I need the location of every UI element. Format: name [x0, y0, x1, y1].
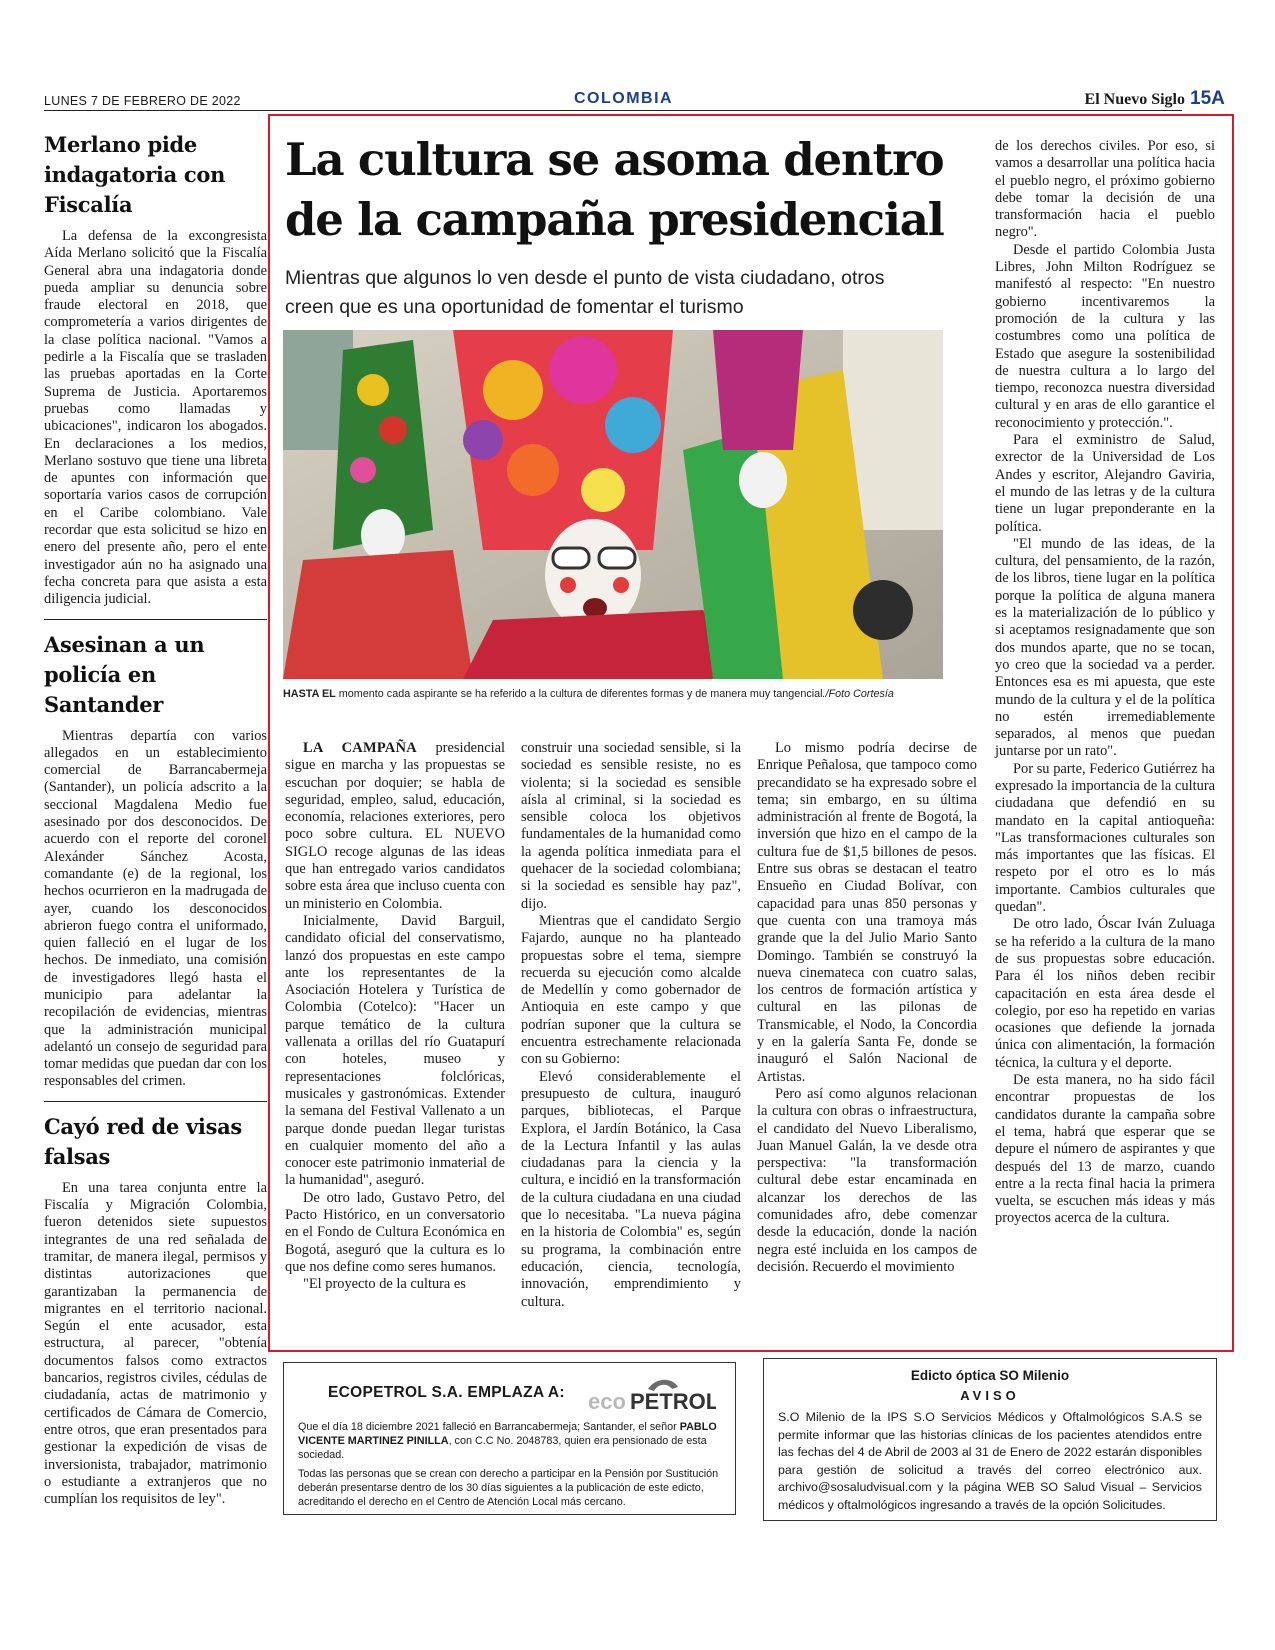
svg-text:eco: eco	[588, 1389, 626, 1414]
notice-text: S.O Milenio de la IPS S.O Servicios Médicos y Oftalmológicos S.A.S se permite informar que las historias clínicas de los pacientes atendidos entre las fechas del 4 de Abril de 2003 al 31 de Enero de 2022 estarán disponibles para gestión de solicitud a través del correo electrónico aux. archivo@sosaludvisual.com y la página WEB SO Salud Visual – Servicios médicos y oftalmológicos ingresando a través de la opción Solicitudes.	[778, 1410, 1202, 1512]
ecopetrol-logo	[586, 1375, 716, 1415]
brief-title: Asesinan a un policía en Santander	[44, 631, 205, 717]
article-paragraph: "El proyecto de la cultura es	[303, 1276, 466, 1293]
article-paragraph: LA CAMPAÑA presidencial sigue en marcha y las propuestas se escuchan por doquier; se habla de seguridad, empleo, salud, educación, economía, relaciones exteriores, pero poco sobre cultura. EL NUEVO SIGLO recoge algunas de las ideas que han entregado varios candidatos sobre esta área que incluso cuenta con un ministerio en Colombia.	[285, 740, 505, 912]
brief-body: En una tarea conjunta entre la Fiscalía y Migración Colombia, fueron detenidos siete supuestos integrantes de una red señalada de tramitar, de manera ilegal, permisos y distintas autorizaciones que garantizaban la permanencia de migrantes en el territorio nacional. Según el ente acusador, esta estructura, al parecer, "obtenía documentos falsos como extractos bancarios, registros civiles, cédulas de ciudadanía, actas de matrimonio y certificados de Cámara de Comercio, entre otros, que eran presentados para gestionar la expedición de visas de inversionista, trabajador, matrimonio o estudiante a extranjeros que no cumplían los requisitos de ley".	[44, 1179, 267, 1508]
brief-title: Cayó red de visas falsas	[44, 1113, 242, 1169]
article-paragraph: Para el exministro de Salud, exrector de la Universidad de Los Andes y escritor, Alejandro Gaviria, el mundo de las letras y de la cultura tiene un lugar preponderante en la política.	[995, 432, 1215, 535]
article-paragraph: Lo mismo podría decirse de Enrique Peñalosa, que tampoco como precandidato se ha expresado sobre el tema; sin embargo, en su última administración al frente de Bogotá, la inversión que hizo en el campo de la cultura fue de $1,5 billones de pesos. Entre sus obras se destacan el teatro Ensueño en Ciudad Bolívar, con capacidad para unas 850 personas y que cuenta con una tramoya más grande que la del Julio Mario Santo Domingo. También se construyó la nueva cinemateca con cuatro salas, los centros de formación artística y cultural en las pilonas de Transmicable, el Nodo, la Concordia y en la galería Santa Fe, donde se inauguró el Salón Nacional de Artistas.	[757, 740, 977, 1085]
article-paragraph: Inicialmente, David Barguil, candidato oficial del conservatismo, lanzó dos propuestas en este campo ante los representantes de la Asociación Hotelera y Turística de Colombia (Cotelco): "Hacer un parque temático de la cultura vallenata a orillas del río Guatapurí con hoteles, museo y representaciones folclóricas, musicales y gastronómicas. Extender la semana del Festival Vallenato a un parque donde puedan llegar turistas en cualquier momento del año a conocer este patrimonio inmaterial de la humanidad", aseguró.	[285, 912, 505, 1189]
article-paragraph: Mientras que el candidato Sergio Fajardo, aunque no ha planteado propuestas sobre el tema, siempre recuerda su ejecución como alcalde de Medellín y como gobernador de Antioquia en este campo y que podrían suponer que la cultura se encuentra estrechamente relacionada con su Gobierno:	[521, 912, 741, 1068]
page-date: LUNES 7 DE FEBRERO DE 2022	[44, 94, 241, 108]
somilenio-notice	[763, 1358, 1217, 1521]
article-column-4	[995, 138, 1215, 1228]
article-paragraph: construir una sociedad sensible, si la sociedad es sensible resiste, no es violenta; si la sociedad es sensible aísla al criminal, si la sociedad es sensible coloca los objetivos fundamentales de la humanidad como la agenda política inmediata para el quehacer de la sociedad colombiana; si la sociedad es sensible hay paz", dijo.	[521, 740, 741, 912]
brief-body: Mientras departía con varios allegados en un establecimiento comercial de Barrancabermeja (Santander), un policía adscrito a la seccional Magdalena Medio fue asesinado por dos desconocidos. De acuerdo con el reporte del coronel Alexánder Sánchez Acosta, comandante (e) de la regional, los hechos ocurrieron en la madrugada de ayer, cuando los desconocidos abrieron fuego contra el uniformado, quien falleció en el lugar de los hechos. De inmediato, una comisión de investigadores llegó hasta el municipio para adelantar la recopilación de evidencias, mientras que la administración municipal adelantó un consejo de seguridad para tomar medidas que puedan dar con los responsables del crimen.	[44, 727, 267, 1090]
notice-title: ECOPETROL S.A. EMPLAZA A:	[328, 1384, 565, 1401]
brief-divider	[44, 619, 267, 620]
article-column-2	[521, 740, 741, 1311]
article-paragraph: de los derechos civiles. Por eso, si vamos a desarrollar una política hacia el pueblo negro, el próximo gobierno debe tomar la decisión de una transformación hacia el pueblo negro".	[995, 138, 1215, 241]
briefs-column	[44, 130, 267, 1508]
newspaper-name: El Nuevo Siglo	[1084, 91, 1185, 108]
article-paragraph: Desde el partido Colombia Justa Libres, John Milton Rodríguez se manifestó al respecto: "En nuestro gobierno incentivaremos la promoción de la cultura y las costumbres como una política de Estado que asegure la sostenibilidad de nuestra cultura a lo largo del tiempo, reconozca nuestra diversidad cultural y en aras de ello garantice el reconocimiento y protección.".	[995, 241, 1215, 431]
article-photo	[283, 330, 943, 679]
brief-divider	[44, 1101, 267, 1102]
section-name: COLOMBIA	[574, 90, 674, 107]
article-paragraph: Pero así como algunos relacionan la cultura con obras o infraestructura, el candidato del Nuevo Liberalismo, Juan Manuel Galán, la ve desde otra perspectiva: "la transformación cultural debe estar encaminada en alcanzar los derechos de las comunidades afro, debe comenzar desde la educación, donde la nación negra esté incluida en los campos de decisión. Recuerdo el movimiento	[757, 1085, 977, 1275]
brief-merlano	[44, 130, 267, 609]
article-column-3	[757, 740, 977, 1276]
article-paragraph: "El mundo de las ideas, de la cultura, del pensamiento, de la razón, de los libros, tiene lugar en la política porque la política de alguna manera es la materialización de lo público y si aceptamos resignadamente que son dos mundos aparte, que no se tocan, yo creo que la sociedad va a perder. Entonces esa es mi apuesta, que este mundo de la cultura y el de la política no estén irremediablemente separados, al menos que puedan juntarse por un rato".	[995, 535, 1215, 760]
article-paragraph: Por su parte, Federico Gutiérrez ha expresado la importancia de la cultura ciudadana que defendió en su mandato en la capital antioqueña: "Las transformaciones culturales son más importantes que las físicas. El respeto por el otro es lo más importante. Cambios culturales que quedan".	[995, 760, 1215, 916]
page-number: 15A	[1190, 88, 1225, 109]
brief-body: La defensa de la excongresista Aída Merlano solicitó que la Fiscalía General abra una indagatoria donde pueda ampliar su denuncia sobre fraude electoral en 2018, que comprometería a varios dirigentes de la clase política nacional. "Vamos a pedirle a la Fiscalía que se trasladen las pruebas aportadas en la Corte Suprema de Justicia. Aportaremos pruebas como llamadas y ubicaciones", indicaron los abogados. En declaraciones a los medios, Merlano sostuvo que tiene una libreta de apuntes con información que soportaría varios casos de corrupción en el Caribe colombiano. Vale recordar que esta solicitud se hizo en enero del presente año, pero el ente investigador aún no ha asignado una fecha concreta para que asista a esta diligencia judicial.	[44, 228, 267, 608]
brief-policia	[44, 630, 267, 1091]
notice-subtitle: AVISO	[960, 1388, 1020, 1403]
article-headline: La cultura se asoma dentro de la campaña presidencial	[285, 133, 944, 246]
article-column-1	[285, 740, 505, 1294]
caption-lead: HASTA EL	[283, 688, 336, 700]
article-paragraph: De otro lado, Óscar Iván Zuluaga se ha referido a la cultura de la mano de sus propuestas sobre educación. Para él los niños deben recibir capacitación en esta área desde el colegio, por eso ha repetido en varias ocasiones que defiende la jornada única con alimentación, la formación técnica, la cultura y el deporte.	[995, 916, 1215, 1071]
article-paragraph: Elevó considerablemente el presupuesto de cultura, inauguró parques, bibliotecas, el Parque Explora, el Jardín Botánico, la Casa de la Lectura Infantil y las aulas ciudadanas para la ciencia y la cultura, e incidió en la transformación de la cultura ciudadana en una ciudad que lo necesitaba. "La nueva página en la historia de Colombia" es, según su programa, la combinación entre educación, ciencia, tecnología, innovación, emprendimiento y cultura.	[521, 1068, 741, 1310]
article-subhead: Mientras que algunos lo ven desde el punto de vista ciudadano, otros creen que es una oportunidad de fomentar el turismo	[285, 267, 885, 318]
caption-text: momento cada aspirante se ha referido a la cultura de diferentes formas y de manera muy tangencial	[335, 688, 823, 700]
notice-text: Que el día 18 diciembre 2021 falleció en Barrancabermeja; Santander, el señor PABLO VICENTE MARTINEZ PINILLA, con C.C No. 2048783, quien era pensionado de esta sociedad. Todas las personas que se crean con derecho a participar en la Pensión por Sustitución deberán presentarse dentro de los 30 días siguientes a la publicación de este edicto, acreditando el derecho en el Centro de Atención Local más cercano.	[298, 1421, 719, 1509]
article-paragraph: De esta manera, no ha sido fácil encontrar propuestas de los candidatos durante la campaña sobre el tema, habrá que esperar que se depure el número de aspirantes y que después del 13 de marzo, cuando entre a la recta final hacia la primera vuelta, se escuchen más ideas y más proyectos acerca de la cultura.	[995, 1072, 1215, 1227]
brief-visas	[44, 1112, 267, 1509]
deceased-name: PABLO VICENTE MARTINEZ PINILLA	[298, 1421, 717, 1448]
ecopetrol-notice	[283, 1362, 736, 1515]
lead-in: LA CAMPAÑA	[303, 740, 417, 756]
notice-title: Edicto óptica SO Milenio	[910, 1368, 1070, 1383]
article-paragraph: De otro lado, Gustavo Petro, del Pacto Histórico, en un conversatorio en el Fondo de Cultura Económica en Bogotá, aseguró que la cultura es lo que nos define como seres humanos.	[285, 1189, 505, 1275]
brief-title: Merlano pide indagatoria con Fiscalía	[44, 132, 226, 217]
photo-caption	[283, 686, 943, 702]
header-divider	[44, 110, 1182, 111]
svg-text:PETROL: PETROL	[630, 1389, 716, 1414]
caption-credit: ./Foto Cortesía	[822, 688, 894, 700]
